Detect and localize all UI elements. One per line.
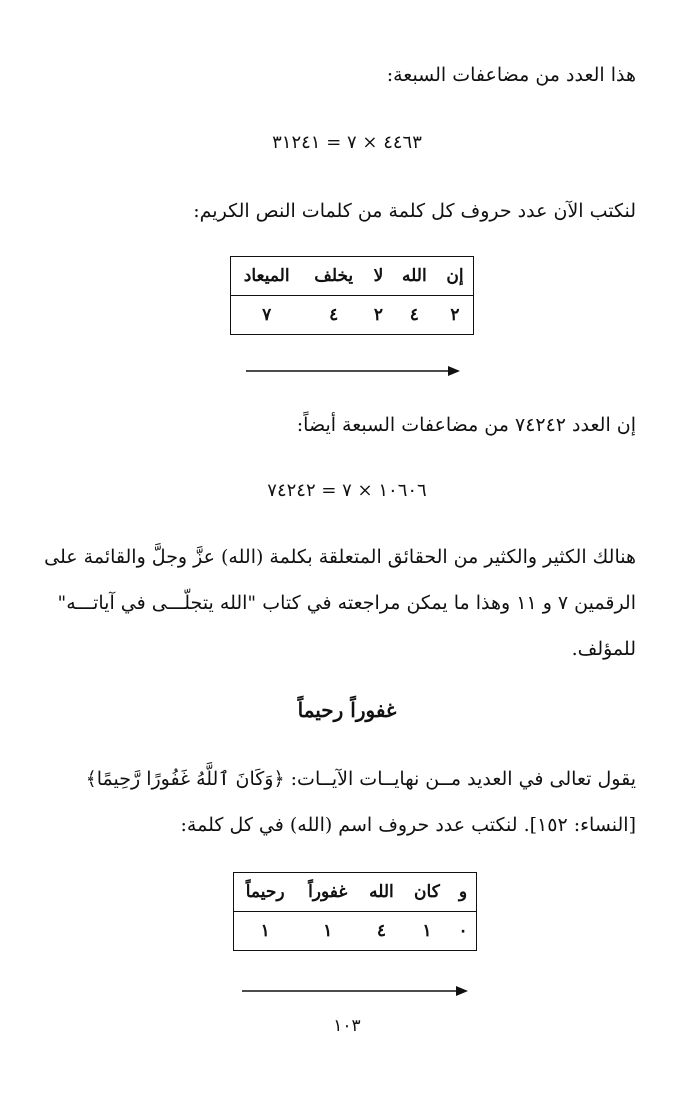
page-number: ١٠٣	[333, 1016, 361, 1036]
paragraph-multiples: هذا العدد من مضاعفات السبعة:	[386, 64, 636, 86]
equation-2: ١٠٦٠٦ × ٧ = ٧٤٢٤٢	[267, 480, 427, 501]
paragraph-facts-line-2: الرقمين ٧ و ١١ وهذا ما يمكن مراجعته في كتاب "الله يتجلّـــى في آياتـــه"	[57, 592, 636, 614]
paragraph-verse-line-2: [النساء: ١٥٢]. لنكتب عدد حروف اسم (الله) في كل كلمة:	[180, 814, 636, 836]
paragraph-verse-line-1: يقول تعالى في العديد مــن نهايــات الآيــات: ﴿وَكَانَ ٱللَّهُ غَفُورًا رَّحِيمًا﴾	[85, 768, 636, 790]
paragraph-facts-line-1: هنالك الكثير والكثير من الحقائق المتعلقة بكلمة (الله) عزَّ وجلَّ والقائمة على	[44, 546, 636, 568]
table-cell-count: ١	[234, 912, 297, 951]
table-cell-count: ٠	[450, 912, 476, 951]
equation-1: ٤٤٦٣ × ٧ = ٣١٢٤١	[272, 132, 422, 153]
table-cell-word: الله	[392, 257, 437, 296]
table-cell-word: لا	[365, 257, 392, 296]
reading-direction-arrow-icon	[242, 984, 468, 998]
table-cell-count: ٤	[302, 296, 365, 335]
section-heading: غفوراً رحيماً	[297, 698, 397, 722]
table-cell-count: ٤	[359, 912, 404, 951]
letter-count-table-2	[233, 872, 477, 951]
table-cell-count: ٤	[392, 296, 437, 335]
table-cell-word: غفوراً	[296, 873, 359, 912]
table-cell-word: الميعاد	[231, 257, 303, 296]
table-cell-count: ٢	[437, 296, 474, 335]
table-cell-word: إن	[437, 257, 474, 296]
table-cell-word: رحيماً	[234, 873, 297, 912]
table-cell-count: ١	[404, 912, 450, 951]
paragraph-number-multiple: إن العدد ٧٤٢٤٢ من مضاعفات السبعة أيضاً:	[296, 414, 636, 436]
table-cell-word: كان	[404, 873, 450, 912]
table-cell-count: ٧	[231, 296, 303, 335]
table-cell-word: و	[450, 873, 476, 912]
table-cell-count: ١	[296, 912, 359, 951]
table-cell-count: ٢	[365, 296, 392, 335]
letter-count-table-1	[230, 256, 474, 335]
paragraph-write-counts: لنكتب الآن عدد حروف كل كلمة من كلمات النص الكريم:	[193, 200, 636, 222]
reading-direction-arrow-icon	[246, 364, 460, 378]
table-cell-word: يخلف	[302, 257, 365, 296]
table-cell-word: الله	[359, 873, 404, 912]
paragraph-facts-line-3: للمؤلف.	[571, 638, 636, 660]
